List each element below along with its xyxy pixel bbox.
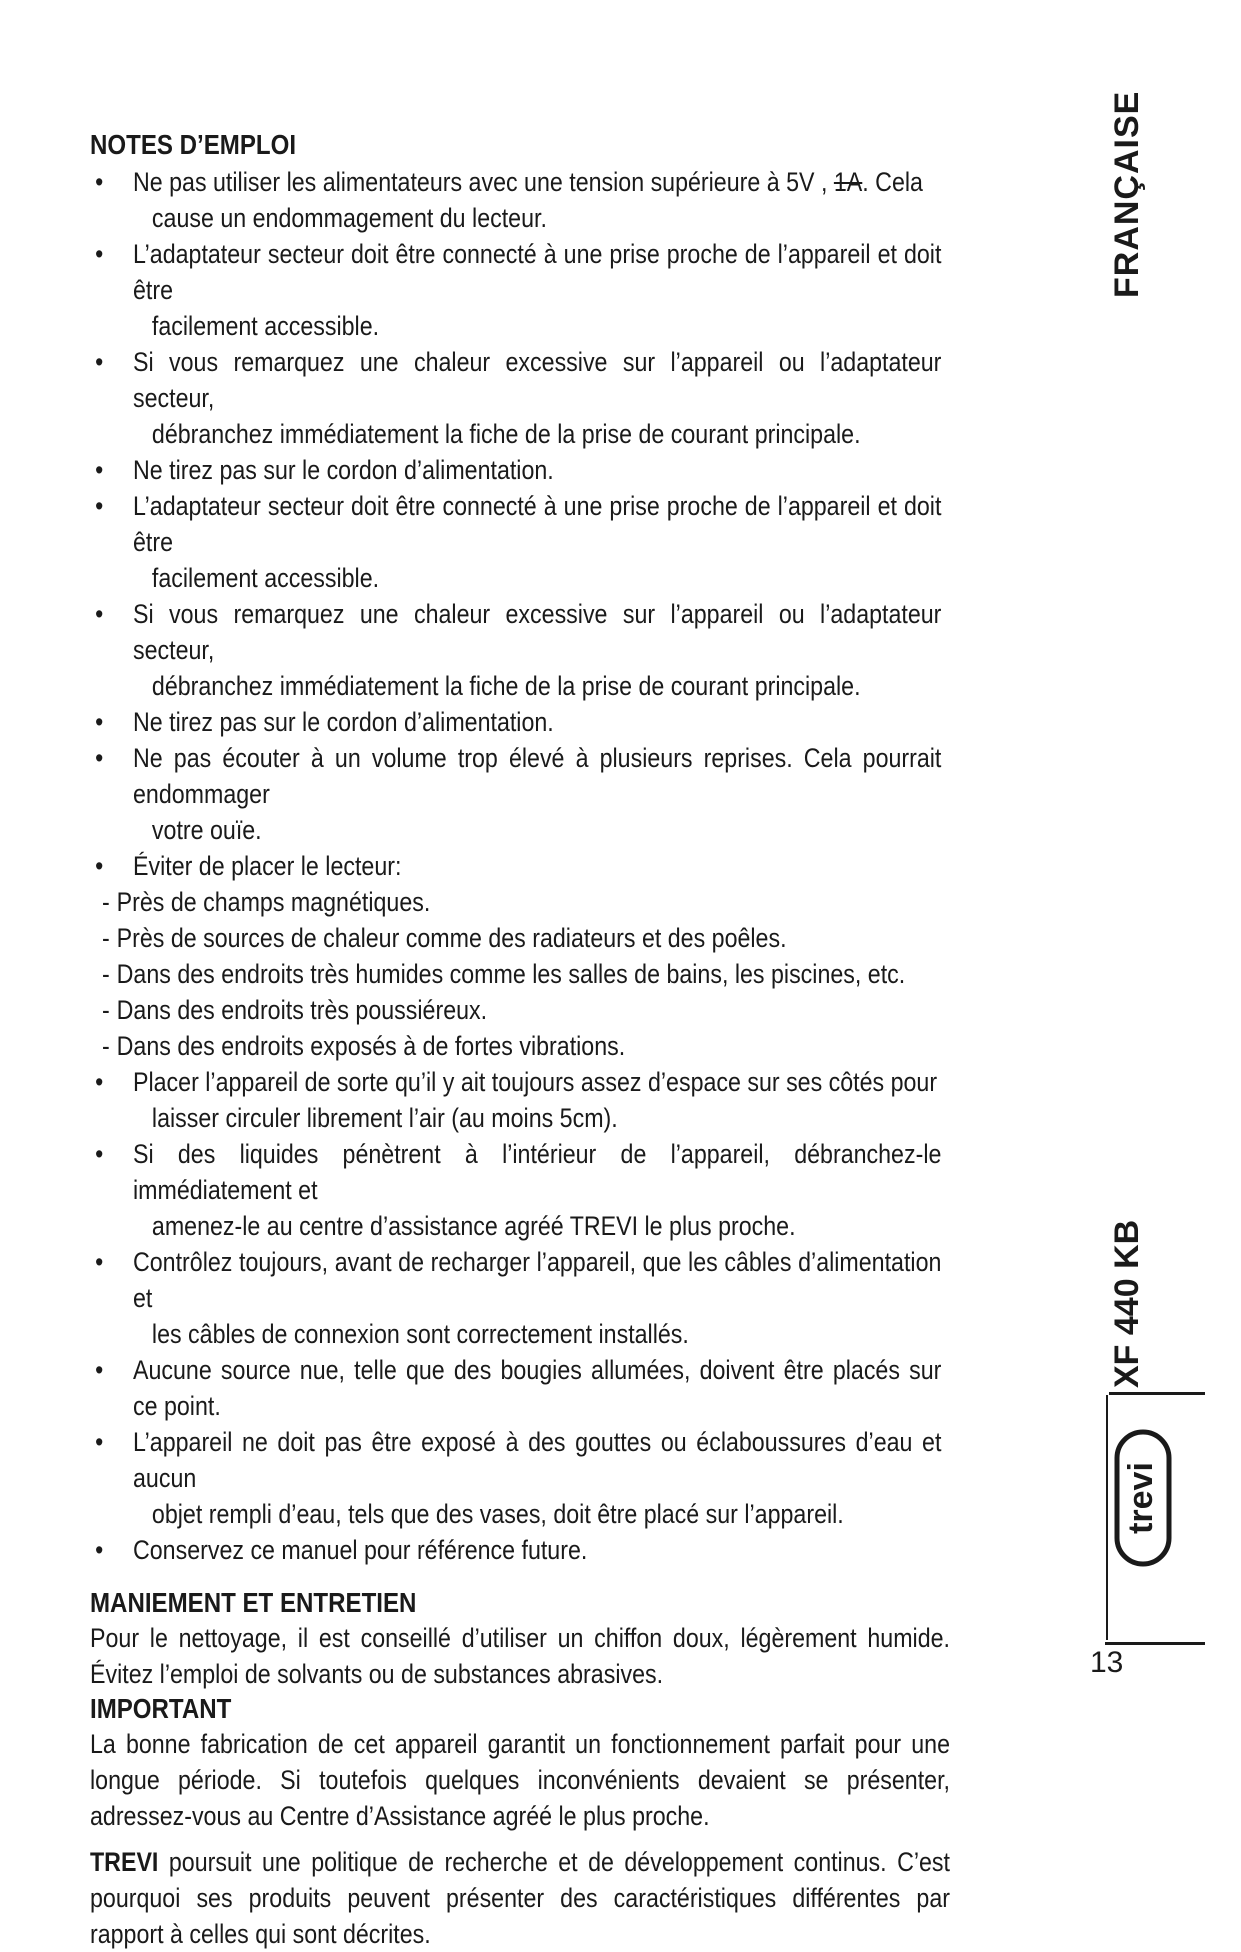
brand-name: TREVI <box>90 1847 159 1877</box>
divider <box>1106 1395 1108 1640</box>
important-heading: IMPORTANT <box>90 1693 232 1724</box>
item-continuation: les câbles de connexion sont correctement installés. <box>151 1319 689 1349</box>
list-item <box>90 488 950 596</box>
notes-list <box>90 164 950 1568</box>
item-text: Ne pas écouter à un volume trop élevé à plusieurs reprises. Cela pourrait endommager <box>133 743 942 809</box>
list-item <box>90 1532 950 1568</box>
item-text: . Cela <box>862 167 923 197</box>
item-text: Ne tirez pas sur le cordon d’alimentation. <box>133 707 554 737</box>
item-text: Si des liquides pénètrent à l’intérieur de l’appareil, débranchez-le immédiatement et <box>133 1139 942 1205</box>
logo-text: trevi <box>1121 1462 1160 1534</box>
item-text: Éviter de placer le lecteur: <box>133 851 402 881</box>
list-item <box>90 1352 950 1424</box>
language-label: FRANÇAISE <box>1108 90 1146 298</box>
item-text: L’adaptateur secteur doit être connecté à une prise proche de l’appareil et doit être <box>133 491 942 557</box>
item-text: Aucune source nue, telle que des bougies allumées, doivent être placés sur ce point. <box>133 1355 942 1421</box>
item-continuation: laisser circuler librement l’air (au moins 5cm). <box>151 1103 618 1133</box>
item-continuation: amenez-le au centre d’assistance agréé TREVI le plus proche. <box>151 1211 796 1241</box>
list-item <box>90 1424 950 1532</box>
item-continuation: votre ouïe. <box>151 815 262 845</box>
list-subitem: - Près de sources de chaleur comme des radiateurs et des poêles. <box>102 923 787 953</box>
maintenance-text: Pour le nettoyage, il est conseillé d’utiliser un chiffon doux, légèrement humide. Évitez l’emploi de solvants ou de substances abrasives. <box>90 1623 950 1689</box>
item-continuation: cause un endommagement du lecteur. <box>151 203 547 233</box>
list-item <box>90 1064 950 1136</box>
current-value: 1A <box>833 167 863 197</box>
list-subitem: - Près de champs magnétiques. <box>102 887 431 917</box>
list-item <box>90 740 950 848</box>
model-label: XF 440 KB <box>1108 1219 1146 1388</box>
item-text: L’appareil ne doit pas être exposé à des gouttes ou éclaboussures d’eau et aucun <box>133 1427 942 1493</box>
maintenance-heading: MANIEMENT ET ENTRETIEN <box>90 1587 417 1618</box>
list-item <box>90 1244 950 1352</box>
item-text: Si vous remarquez une chaleur excessive sur l’appareil ou l’adaptateur secteur, <box>133 599 942 665</box>
list-subitem: - Dans des endroits exposés à de fortes vibrations. <box>102 1031 626 1061</box>
trevi-paragraph-text: poursuit une politique de recherche et de développement continus. C’est pourquoi ses produits peuvent présenter des caractéristiques différentes par rapport à celles qui sont décrites. <box>90 1847 951 1949</box>
subitem-text: Près de sources de chaleur comme des radiateurs et des poêles. <box>116 923 787 953</box>
list-subitem: - Dans des endroits très poussiéreux. <box>102 995 488 1025</box>
item-continuation: débranchez immédiatement la fiche de la prise de courant principale. <box>151 419 861 449</box>
subitem-text: Dans des endroits très poussiéreux. <box>116 995 488 1025</box>
list-item <box>90 344 950 452</box>
trevi-paragraph <box>90 1844 950 1952</box>
list-item <box>90 848 950 884</box>
page-number: 13 <box>1090 1646 1124 1679</box>
trevi-logo-icon <box>1112 1428 1174 1568</box>
item-text: Ne tirez pas sur le cordon d’alimentation. <box>133 455 554 485</box>
item-text: Si vous remarquez une chaleur excessive sur l’appareil ou l’adaptateur secteur, <box>133 347 942 413</box>
list-item <box>90 704 950 740</box>
item-text: Conservez ce manuel pour référence future. <box>133 1535 588 1565</box>
divider <box>1109 1392 1205 1395</box>
item-continuation: débranchez immédiatement la fiche de la prise de courant principale. <box>151 671 861 701</box>
item-continuation: objet rempli d’eau, tels que des vases, doit être placé sur l’appareil. <box>151 1499 844 1529</box>
item-continuation: facilement accessible. <box>151 311 380 341</box>
list-item <box>90 164 950 236</box>
list-item <box>90 1136 950 1244</box>
notes-heading: NOTES D’EMPLOI <box>90 129 297 160</box>
divider <box>1105 1642 1205 1645</box>
item-continuation: facilement accessible. <box>151 563 380 593</box>
subitem-text: Dans des endroits exposés à de fortes vibrations. <box>116 1031 626 1061</box>
list-item <box>90 452 950 488</box>
subitem-text: Près de champs magnétiques. <box>116 887 431 917</box>
list-subitem: - Dans des endroits très humides comme les salles de bains, les piscines, etc. <box>102 959 906 989</box>
item-text: Ne pas utiliser les alimentateurs avec une tension supérieure à 5V , <box>133 167 828 197</box>
item-text: L’adaptateur secteur doit être connecté à une prise proche de l’appareil et doit être <box>133 239 942 305</box>
list-item <box>90 596 950 704</box>
subitem-text: Dans des endroits très humides comme les salles de bains, les piscines, etc. <box>116 959 906 989</box>
important-text: La bonne fabrication de cet appareil garantit un fonctionnement parfait pour une longue période. Si toutefois quelques inconvénients devaient se présenter, adressez-vous au Centre d’Assistance agréé le plus proche. <box>90 1729 950 1831</box>
item-text: Placer l’appareil de sorte qu’il y ait toujours assez d’espace sur ses côtés pour <box>133 1067 938 1097</box>
item-text: Contrôlez toujours, avant de recharger l’appareil, que les câbles d’alimentation et <box>133 1247 942 1313</box>
list-item <box>90 236 950 344</box>
manual-content <box>90 128 950 1952</box>
